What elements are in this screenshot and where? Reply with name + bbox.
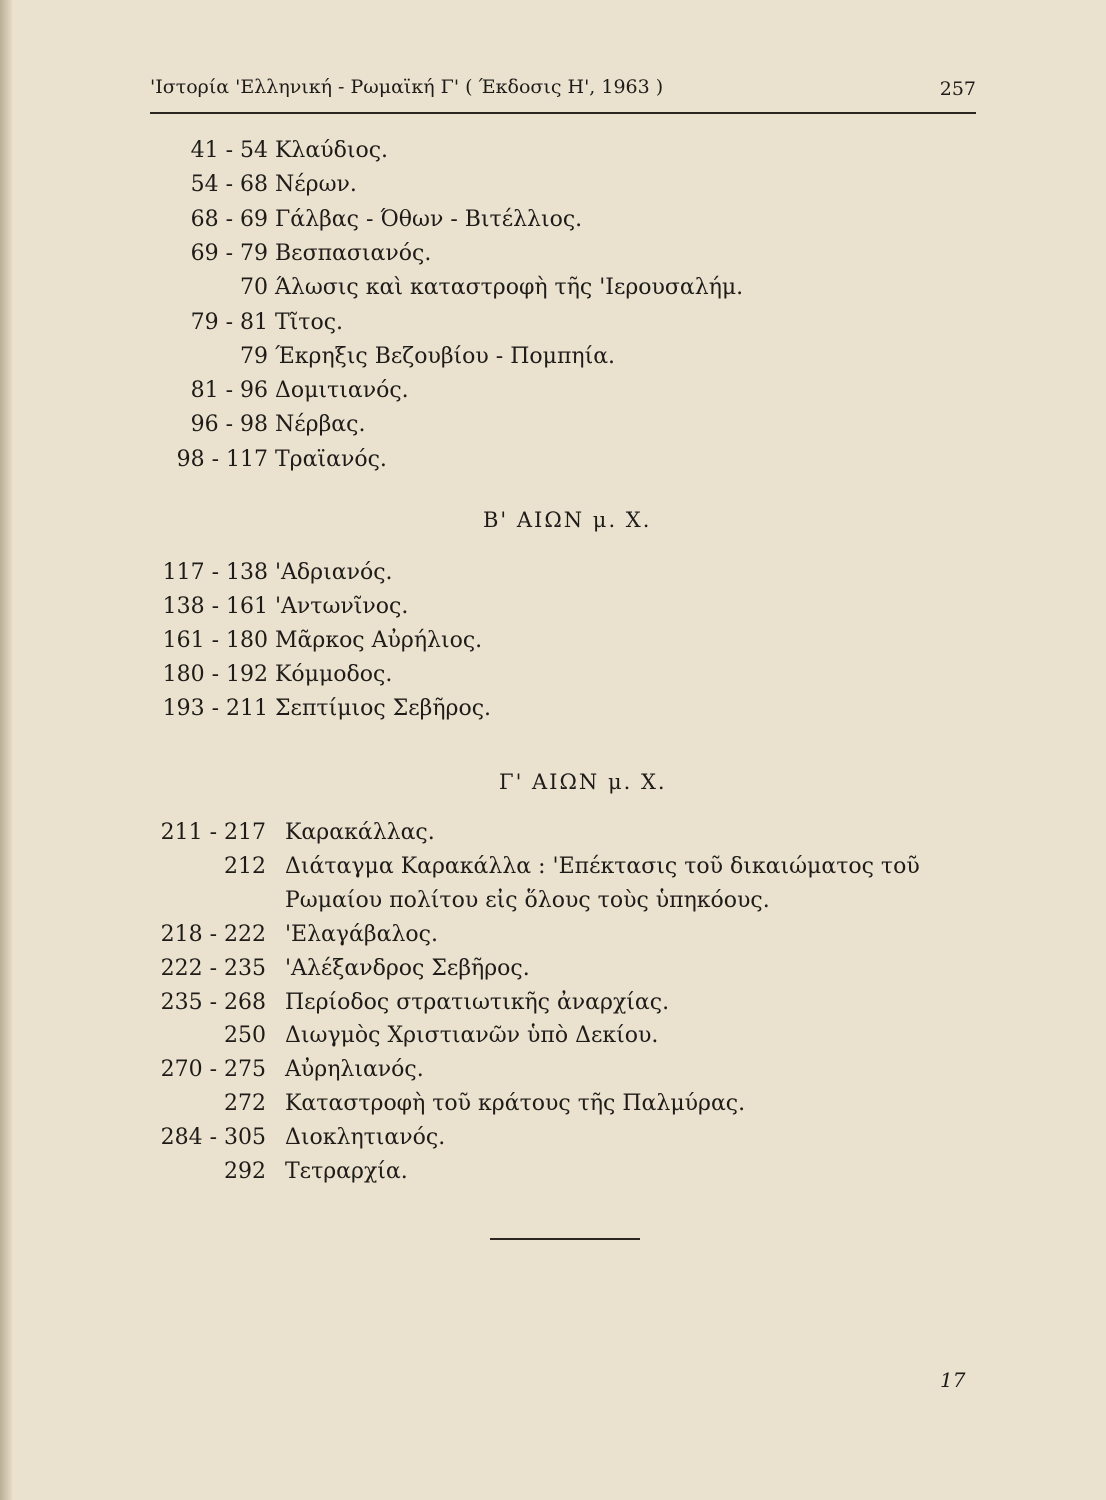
timeline-entry <box>0 1091 1000 1125</box>
entry-date: 54 - 68 <box>190 172 268 198</box>
entry-date: 211 - 217 <box>160 820 266 845</box>
timeline-entry <box>0 888 1000 922</box>
section-heading-2nd-century: Β' ΑΙΩΝ μ. Χ. <box>483 508 652 532</box>
page-number: 257 <box>939 78 976 100</box>
timeline-entry <box>0 138 1000 172</box>
entry-text: Τῖτος. <box>275 309 344 335</box>
timeline-entry <box>0 854 1000 888</box>
entry-date: 70 <box>240 275 268 301</box>
entry-text: Τετραρχία. <box>285 1159 408 1184</box>
timeline-entry <box>0 990 1000 1024</box>
entry-text: Διωγμὸς Χριστιανῶν ὑπὸ Δεκίου. <box>285 1023 659 1049</box>
timeline-entry <box>0 447 1000 481</box>
timeline-entry <box>0 1023 1000 1057</box>
timeline-entry <box>0 172 1000 206</box>
timeline-entry <box>0 344 1000 378</box>
entry-text: Αὐρηλιανός. <box>285 1057 424 1083</box>
entry-text: 'Ελαγάβαλος. <box>285 921 438 947</box>
entry-text: Έκρηξις Βεζουβίου - Πομπηία. <box>275 343 616 369</box>
timeline-entry <box>0 922 1000 956</box>
entry-text: Ρωμαίου πολίτου εἰς ὅλους τοὺς ὑπηκόους. <box>285 887 770 913</box>
entry-date: 270 - 275 <box>160 1057 266 1083</box>
entry-text: Βεσπασιανός. <box>275 240 432 266</box>
entry-text: Γάλβας - Όθων - Βιτέλλιος. <box>275 206 583 232</box>
entry-text: 'Αντωνῖνος. <box>275 594 409 619</box>
entry-text: 'Αλέξανδρος Σεβῆρος. <box>285 955 530 981</box>
entry-date: 138 - 161 <box>162 594 268 619</box>
entry-text: Διάταγμα Καρακάλλα : 'Επέκτασις τοῦ δικαιώματος τοῦ <box>285 853 920 879</box>
entry-text: Καταστροφὴ τοῦ κράτους τῆς Παλμύρας. <box>285 1091 746 1117</box>
entry-date: 193 - 211 <box>162 696 268 721</box>
entry-date: 96 - 98 <box>190 412 268 438</box>
signature-mark: 17 <box>940 1368 966 1392</box>
timeline-entry <box>0 1057 1000 1091</box>
timeline-entry <box>0 412 1000 446</box>
entry-text: Μᾶρκος Αὐρήλιος. <box>275 628 483 653</box>
section-heading-3rd-century: Γ' ΑΙΩΝ μ. Χ. <box>499 770 667 794</box>
timeline-entry <box>0 594 1000 628</box>
timeline-entry <box>0 956 1000 990</box>
entry-date: 212 <box>224 853 266 879</box>
entry-text: Άλωσις καὶ καταστροφὴ τῆς 'Ιερουσαλήμ. <box>275 275 744 301</box>
entry-text: Σεπτίμιος Σεβῆρος. <box>275 696 492 721</box>
page-header <box>150 70 976 110</box>
timeline-entry <box>0 378 1000 412</box>
entry-date: 41 - 54 <box>190 138 268 163</box>
entry-date: 250 <box>224 1023 266 1049</box>
timeline-entry <box>0 696 1000 730</box>
timeline-entry <box>0 1125 1000 1159</box>
entry-date: 98 - 117 <box>176 446 268 472</box>
timeline-entry <box>0 820 1000 854</box>
entry-text: Κόμμοδος. <box>275 662 393 687</box>
entry-date: 79 - 81 <box>190 309 268 335</box>
header-rule <box>150 112 976 114</box>
entry-date: 69 - 79 <box>190 240 268 266</box>
entry-text: Νέρβας. <box>275 412 366 438</box>
entry-date: 79 <box>240 343 268 369</box>
entry-text: 'Αδριανός. <box>275 560 393 585</box>
entry-date: 68 - 69 <box>190 206 268 232</box>
entry-date: 117 - 138 <box>162 560 268 585</box>
entry-date: 222 - 235 <box>160 955 266 981</box>
timeline-entry <box>0 241 1000 275</box>
timeline-entry <box>0 275 1000 309</box>
timeline-entry <box>0 207 1000 241</box>
timeline-entry <box>0 628 1000 662</box>
entry-text: Περίοδος στρατιωτικῆς ἀναρχίας. <box>285 989 670 1015</box>
entry-text: Τραϊανός. <box>275 446 387 472</box>
entry-date: 284 - 305 <box>160 1125 266 1151</box>
entry-date: 235 - 268 <box>160 989 266 1015</box>
entry-text: Νέρων. <box>275 172 357 198</box>
entry-date: 218 - 222 <box>160 921 266 947</box>
timeline-entry <box>0 310 1000 344</box>
entry-date: 292 <box>224 1159 266 1184</box>
entry-text: Δομιτιανός. <box>275 378 409 404</box>
timeline-entry <box>0 560 1000 594</box>
entry-date: 180 - 192 <box>162 662 268 687</box>
header-title: 'Ιστορία 'Ελληνική - Ρωμαϊκή Γ' ( Έκδοσις Η', 1963 ) <box>150 76 664 98</box>
timeline-entry <box>0 1159 1000 1193</box>
entry-text: Κλαύδιος. <box>275 138 389 163</box>
entry-date: 81 - 96 <box>190 378 268 404</box>
entry-date: 161 - 180 <box>162 628 268 653</box>
entry-date: 272 <box>224 1091 266 1117</box>
entry-text: Καρακάλλας. <box>285 820 435 845</box>
entry-text: Διοκλητιανός. <box>285 1125 446 1151</box>
closing-rule <box>490 1238 640 1240</box>
timeline-entry <box>0 662 1000 696</box>
